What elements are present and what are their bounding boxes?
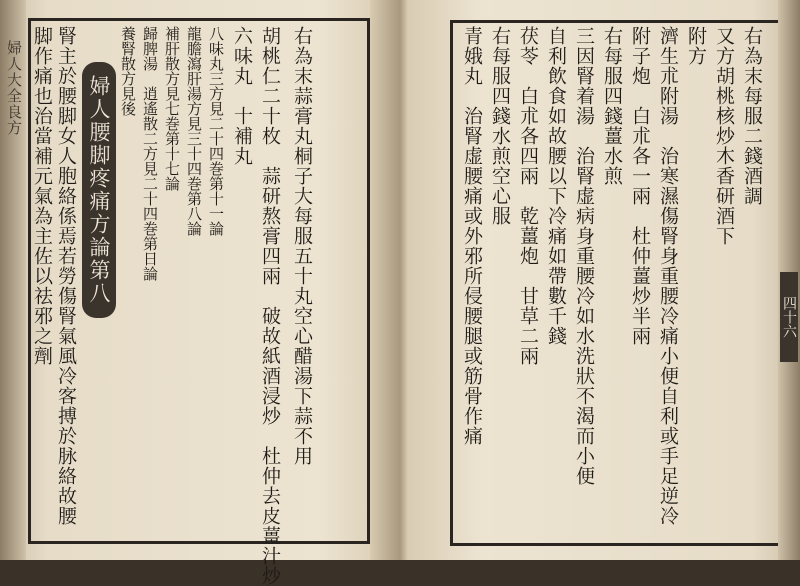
left-col-6: 補肝散方見七巻第十七論 (163, 26, 181, 191)
right-col-4: 濟生朮附湯 治寒濕傷腎身重腰冷痛小便自利或手足逆冷 (657, 26, 679, 526)
right-col-10: 右每服四錢水煎空心服 (489, 26, 511, 226)
right-book-edge (778, 0, 800, 560)
chapter-title: 婦人腰脚疼痛方論第八 (82, 62, 116, 318)
right-col-1: 右為末每服二錢酒調 (741, 26, 763, 206)
right-col-11: 青娥丸 治腎虚腰痛或外邪所侵腰腿或筋骨作痛 (461, 26, 483, 446)
left-col-9: 腎主於腰脚女人胞絡係焉若勞傷腎氣風冷客搏於脉絡故腰 (55, 26, 77, 526)
gutter (370, 0, 400, 560)
right-page (402, 0, 800, 560)
right-col-9: 茯苓 白朮各四兩 乾薑炮 甘草二兩 (517, 26, 539, 366)
right-col-5: 附子炮 白朮各一兩 杜仲薑炒半兩 (629, 26, 651, 346)
left-col-5: 龍膽瀉肝湯方見三十四巻第八論 (185, 26, 203, 236)
right-col-3: 附方 (685, 26, 707, 66)
left-page (0, 0, 398, 586)
left-col-7: 歸脾湯 逍遙散二方見二十四巻第日論 (141, 26, 159, 281)
left-col-10: 脚作痛也治當補元氣為主佐以祛邪之劑 (31, 26, 53, 366)
right-col-8: 自利飲食如故腰以下冷痛如帶數千錢 (545, 26, 567, 346)
left-book-edge (0, 0, 26, 560)
right-col-2: 又方胡桃核炒木香研酒下 (713, 26, 735, 246)
right-col-6: 右每服四錢薑水煎 (601, 26, 623, 186)
left-col-8: 養腎散方見後 (119, 26, 137, 116)
left-col-4: 八味丸三方見二十四巻第十一論 (207, 26, 225, 236)
left-col-2: 胡桃仁二十枚 蒜研熬膏四兩 破故紙酒浸炒 杜仲去皮薑汁炒 (259, 26, 281, 586)
page-tab: 四十六 (780, 272, 798, 362)
left-col-1: 右為末蒜膏丸桐子大每服五十丸空心醋湯下蒜不用 (291, 26, 313, 466)
left-col-3: 六味丸 十補丸 (231, 26, 253, 166)
edge-label: 婦人大全良方 (5, 40, 23, 136)
right-col-7: 三因腎着湯 治腎虚病身重腰冷如水洗狀不渴而小便 (573, 26, 595, 486)
